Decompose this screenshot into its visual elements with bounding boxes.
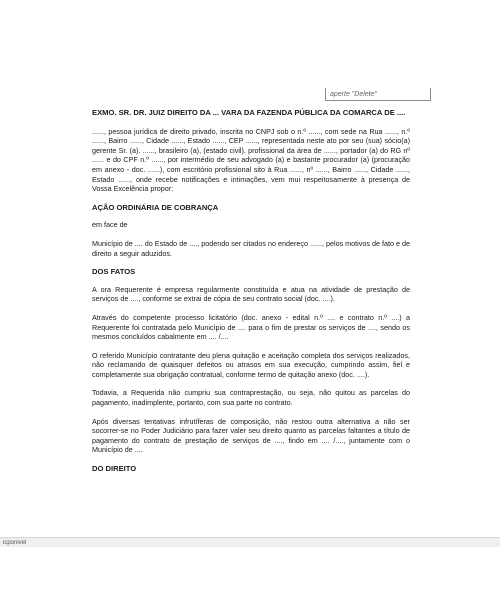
action-heading: AÇÃO ORDINÁRIA DE COBRANÇA <box>92 202 219 212</box>
status-bar: icponivel <box>0 537 500 547</box>
intro-paragraph: ......, pessoa jurídica de direito privado, inscrita no CNPJ sob o n.º ......, com sede na Rua ......, n.º ......, Bairro ......, Cidade ......, Estado ......, CEP ......, representada neste ato por seu (sua) sócio(a) gerente Sr. (a). ......, brasileiro (a), (estado civil), profissional da área de ......, portador (a) do RG nº ...... e do CPF n.º ......, por intermédio de seu advogado (a) e bastante procurador (a) (procuração em anexo - doc. ......), com escritório profissional sito à Rua ......, nº ......, Bairro ......, Cidade ......, Estado ......, onde recebe notificações e intimações, vem mui respeitosamente à presença de Vossa Excelência propor: <box>92 126 410 194</box>
facts-paragraph-4: Todavia, a Requerida não cumpriu sua contraprestação, ou seja, não quitou as parcelas do pagamento, inadimplente, portanto, com sua parte no contrato. <box>92 388 410 408</box>
defendant-paragraph: Município de .... do Estado de ...., podendo ser citados no endereço ......, pelos motivos de fato e de direito a seguir aduzidos. <box>92 238 410 258</box>
document-title: EXMO. SR. DR. JUIZ DIREITO DA ... VARA DA FAZENDA PÚBLICA DA COMARCA DE .... <box>92 108 406 117</box>
blank-area <box>0 548 500 600</box>
facts-paragraph-1: A ora Requerente é empresa regularmente constituída e atua na atividade de prestação de serviços de ...., conforme se extrai de cópia de seu contrato social (doc. ....). <box>92 284 410 304</box>
facts-paragraph-5: Após diversas tentativas infrutíferas de composição, não restou outra alternativa a não ser socorrer-se no Poder Judiciário para fazer valer seu direito quanto as parcelas faltantes a título de pagamento do contrato de prestação de serviços de ...., findo em .... /...., juntamente com o Município de .... <box>92 416 410 455</box>
delete-hint-box[interactable]: aperte "Delete" <box>325 88 431 101</box>
facts-heading: DOS FATOS <box>92 267 136 277</box>
law-heading: DO DIREITO <box>92 464 137 474</box>
document-body <box>92 108 410 482</box>
facts-paragraph-3: O referido Município contratante deu plena quitação e aceitação completa dos serviços realizados, não reclamando de quaisquer defeitos ou atrasos em sua execução, cumprindo assim, fiel e completamente sua obrigação contratual, conforme termo de quitação anexo (doc. ....). <box>92 350 410 379</box>
facts-paragraph-2: Através do competente processo licitatório (doc. anexo - edital n.º .... e contrato n.º ....) a Requerente foi contratada pelo Município de .... para o fim de prestar os serviços de ...., sendo os mesmos concluídos cabalmente em .... /.... <box>92 312 410 342</box>
em-face-paragraph: em face de <box>92 220 128 230</box>
